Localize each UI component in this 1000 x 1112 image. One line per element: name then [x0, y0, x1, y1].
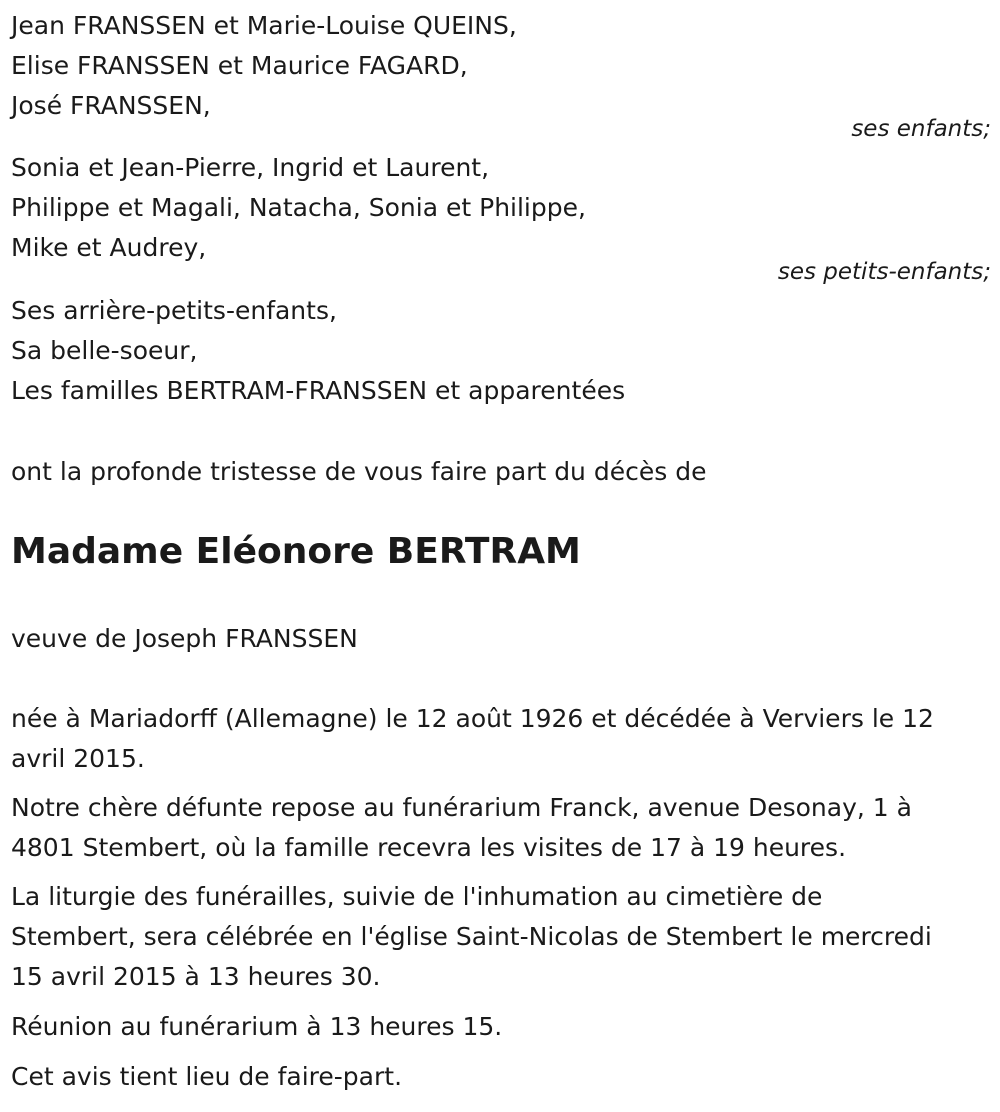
- liturgy-line-3: 15 avril 2015 à 13 heures 30.: [11, 962, 381, 991]
- children-role: ses enfants;: [851, 116, 991, 142]
- born-died-line-1: née à Mariadorff (Allemagne) le 12 août 1926 et décédée à Verviers le 12: [11, 704, 934, 733]
- others-line-3: Les familles BERTRAM-FRANSSEN et apparentées: [11, 376, 626, 405]
- notice: Cet avis tient lieu de faire-part.: [11, 1062, 403, 1091]
- children-line-3: José FRANSSEN,: [11, 91, 211, 120]
- reunion: Réunion au funérarium à 13 heures 15.: [11, 1012, 503, 1041]
- repose-line-2: 4801 Stembert, où la famille recevra les visites de 17 à 19 heures.: [11, 833, 847, 862]
- born-died-line-2: avril 2015.: [11, 744, 145, 773]
- others-line-2: Sa belle-soeur,: [11, 336, 198, 365]
- grandchildren-line-1: Sonia et Jean-Pierre, Ingrid et Laurent,: [11, 153, 490, 182]
- widow-of: veuve de Joseph FRANSSEN: [11, 624, 358, 653]
- children-line-2: Elise FRANSSEN et Maurice FAGARD,: [11, 51, 468, 80]
- liturgy-line-1: La liturgie des funérailles, suivie de l'inhumation au cimetière de: [11, 882, 823, 911]
- grandchildren-role: ses petits-enfants;: [777, 259, 991, 285]
- grandchildren-line-2: Philippe et Magali, Natacha, Sonia et Philippe,: [11, 193, 586, 222]
- repose-line-1: Notre chère défunte repose au funérarium Franck, avenue Desonay, 1 à: [11, 793, 912, 822]
- grandchildren-line-3: Mike et Audrey,: [11, 233, 207, 262]
- deceased-name: Madame Eléonore BERTRAM: [11, 531, 581, 572]
- others-line-1: Ses arrière-petits-enfants,: [11, 296, 337, 325]
- liturgy-line-2: Stembert, sera célébrée en l'église Saint-Nicolas de Stembert le mercredi: [11, 922, 932, 951]
- children-line-1: Jean FRANSSEN et Marie-Louise QUEINS,: [11, 11, 517, 40]
- announcement: ont la profonde tristesse de vous faire part du décès de: [11, 457, 707, 486]
